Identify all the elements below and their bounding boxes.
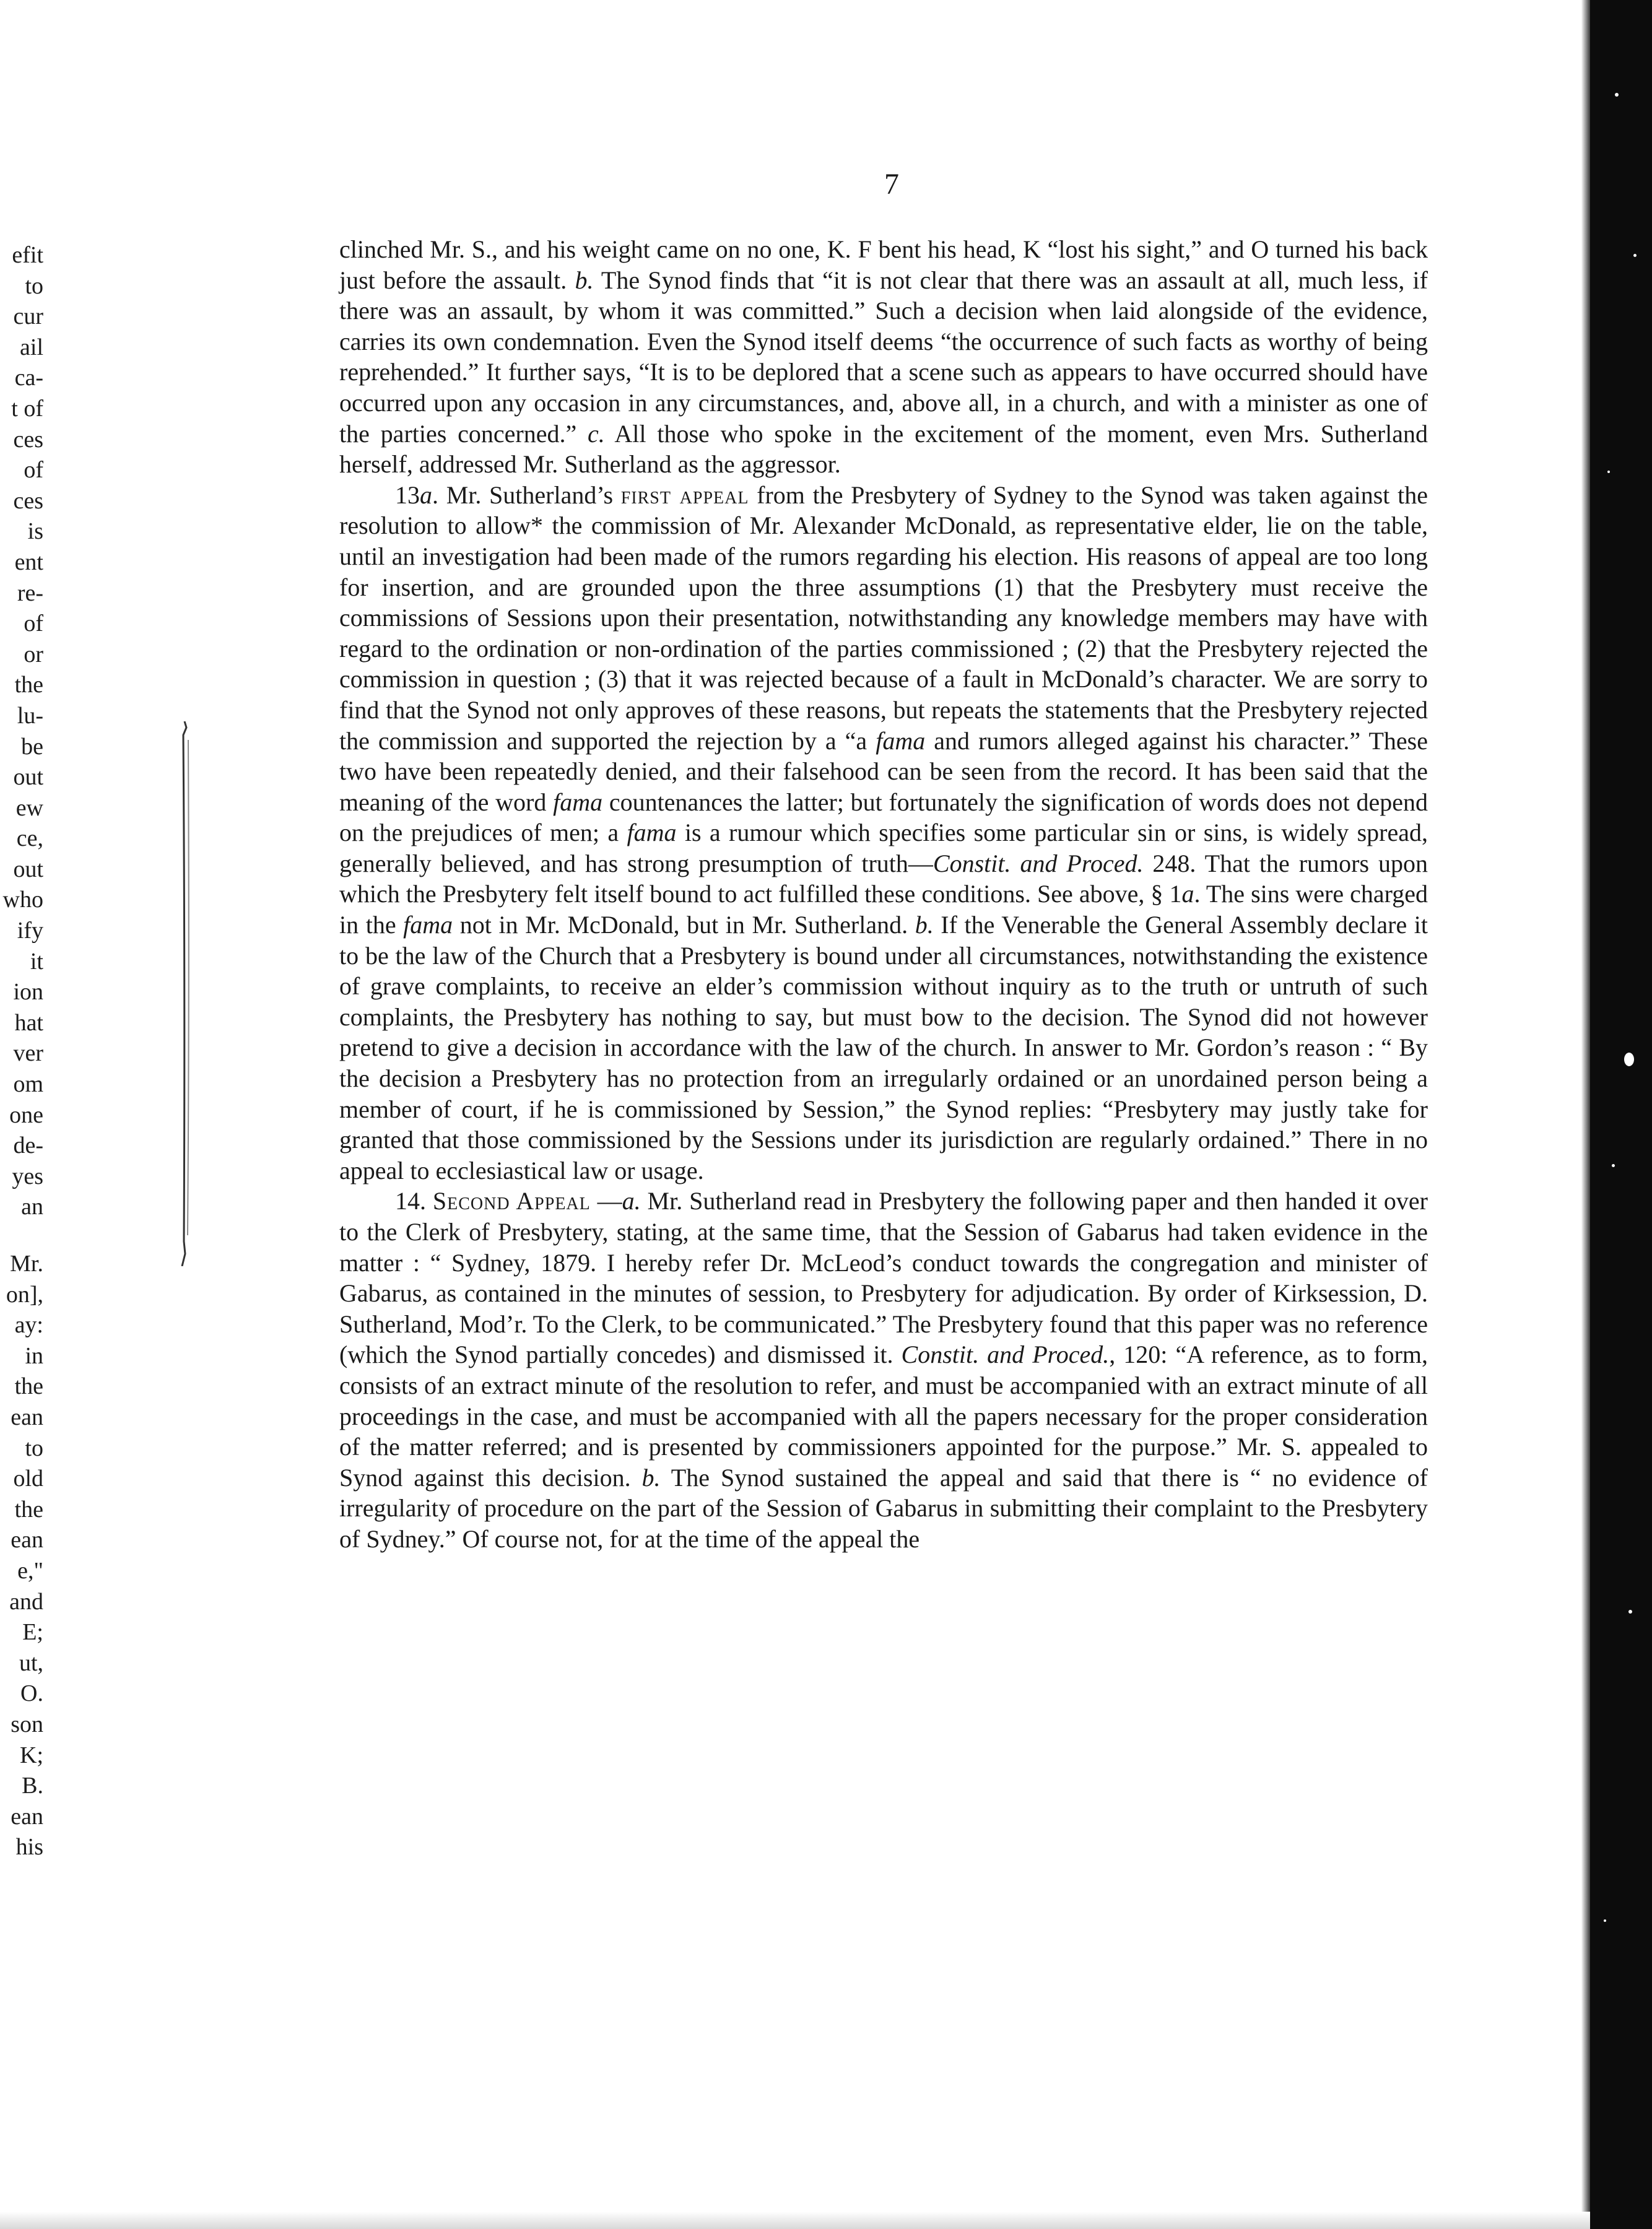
margin-fragment: ion [13,979,43,1006]
fragment-group-lower [0,1249,43,1863]
margin-fragment: it [30,948,43,975]
paragraph-13a [339,480,1428,1186]
scan-speck [1612,1164,1615,1167]
latin-term: fama [627,819,677,847]
text-run: . Mr. Sutherland’s [432,480,621,509]
latin-term: fama [403,911,453,939]
margin-fragment: t of [11,395,43,422]
margin-fragment: of [24,610,43,637]
fragment-gap [0,1223,43,1249]
margin-fragment: is [27,518,43,545]
text-run: The Synod finds that “it is not clear that there was an assault at all, much less, if there was an assault, by whom it was committed.” Such a decision when laid alongside of the evidence, carries its own condemnation. Even the Synod itself deems “the occurrence of such facts as worthy of being reprehended.” It further says, “It is to be deplored that a scene such as appears to have occurred should have occurred upon any occasion in any circumstances, and, above all, in a church, and with a minister as one of the parties concerned.” [339,266,1428,448]
citation: Constit. and Proced. [901,1340,1110,1369]
text-run: , 120: “A reference, as to form, consists of an extract minute of the resolution to refer, and must be accompanied with an extract minute of all proceedings in the case, and must be accompanied with all the papers necessary for the proper consideration of the matter referred; and is presented by commissioners appointed for the purpose.” Mr. S. appealed to Synod against this decision. [339,1340,1428,1492]
text-run: . The sins were charged in the [339,880,1428,939]
margin-fragment: K; [20,1742,43,1768]
text-run: Mr. Sutherland read in Presbytery the following paper and then handed it over to the Clerk of Presbytery, stating, at the same time, that the Session of Gabarus had taken evidence in the matter : “ Sydney, 1879. I hereby refer Dr. McLeod’s conduct towards the congregation and minister of Gabarus, as contained in the minutes of session, to Presbytery for adjudication. By order of Kirksession, D. Sutherland, Mod’r. To the Clerk, to be communicated.” The Presbytery found that this paper was no reference (which the Synod partially concedes) and dismissed it. [339,1187,1428,1369]
text-run: — [590,1187,622,1215]
text-run: and rumors alleged against his character.” These two have been repeatedly denied, and their falsehood can be seen from the record. It has been said that the meaning of the word [339,726,1428,816]
item-label: b. [915,911,934,939]
latin-term: fama [553,788,603,816]
margin-fragment: ean [11,1803,43,1830]
scan-speck [1615,93,1619,97]
margin-fragment: the [14,1496,43,1523]
margin-fragment: B. [22,1773,43,1799]
text-run: If the Venerable the General Assembly declare it to be the law of the Church that a Presbytery is bound under all circumstances, notwithstanding the existence of grave complaints, to receive an elder’s commission without inquiry as to the truth or untruth of such complaints, the Presbytery has nothing to say, but must bow to the decision. The Synod did not however pretend to give a decision in accordance with the law of the church. In answer to Mr. Gordon’s reason : “ By the decision a Presbytery has no protection from an irregularly ordained or an unordained person being a member of court, if he is commissioned by Session,” the Synod replies: “Presbytery may justly take for granted that those commissioned by the Sessions under its jurisdiction are regularly ordained.” There in no appeal to ecclesiastical law or usage. [339,911,1428,1184]
scan-speck [1607,471,1610,473]
text-run: All those who spoke in the excitement of the moment, even Mrs. Sutherland herself, addressed Mr. Sutherland as the aggressor. [339,419,1428,479]
latin-term: fama [876,726,926,755]
text-run: not in Mr. McDonald, but in Mr. Sutherland. [453,911,915,939]
margin-fragment: ean [11,1527,43,1553]
citation: Constit. and Proced. [933,849,1144,877]
margin-fragment: who [2,887,43,913]
scan-speck [1628,1610,1632,1614]
item-label: c. [588,419,605,448]
margin-fragment: yes [12,1163,43,1189]
margin-fragment: lu- [17,702,43,729]
margin-fragment: son [11,1711,43,1737]
section-heading-first-appeal: first appeal [620,480,749,509]
margin-fragment: ut, [19,1649,43,1676]
margin-fragment: e," [17,1557,43,1584]
scan-shadow-bottom [0,2212,1590,2229]
margin-fragment: old [13,1466,43,1492]
scan-speck [1624,1053,1634,1066]
text-run: countenances the latter; but fortunately the signification of words does not depend on the prejudices of men; a [339,788,1428,847]
margin-fragment: re- [17,580,43,606]
margin-fragment: cur [13,303,43,330]
margin-fragment: one [9,1101,43,1128]
margin-fragment: ce, [16,825,43,852]
margin-fragment: ay: [14,1312,43,1339]
margin-fragment: ify [17,918,43,944]
margin-fragment: E; [22,1619,43,1646]
text-run: clinched Mr. S., and his weight came on no one, K. F bent his head, K “lost his sight,” and O turned his back just before the assault. [339,235,1428,294]
section-heading-second-appeal: Second Appeal [432,1187,591,1215]
text-run: from the Presbytery of Sydney to the Synod was taken against the resolution to allow* the commission of Mr. Alexander McDonald, as representative elder, lie on the table, until an investigation had been made of the rumors regarding his election. His reasons of appeal are too long for insertion, and are grounded upon the three assumptions (1) that the Presbytery must receive the commissions of Sessions upon their presentation, notwithstanding any knowledge members may have with regard to the ordination or non-ordination of the parties commissioned ; (2) that the Presbytery rejected the commission in question ; (3) that it was rejected because of a fault in McDonald’s character. We are sorry to find that the Synod not only approves of these reasons, but repeats the statements that the Presbytery rejected the commission and supported the rejection by a “a [339,480,1428,755]
facing-page-fragments [0,240,43,1863]
margin-fragment: of [24,457,43,484]
margin-fragment: out [13,764,43,791]
margin-fragment: ces [13,426,43,453]
section-number: 13 [395,480,420,509]
margin-fragment: ca- [14,365,43,391]
margin-fragment: to [25,1435,43,1461]
page-number: 7 [884,168,899,201]
margin-fragment: om [13,1071,43,1098]
paragraph-continuation [339,234,1428,480]
margin-fragment: O. [20,1680,43,1707]
margin-fragment: in [25,1342,43,1369]
margin-fragment: Mr. [10,1251,43,1277]
scan-speck [1633,254,1637,257]
section-number: 14. [395,1187,433,1215]
text-run: 248. That the rumors upon which the Presbytery felt itself bound to act fulfilled these conditions. See above, § 1 [339,849,1428,908]
margin-fragment: and [9,1588,43,1615]
scan-speck [1604,1919,1606,1922]
margin-fragment: the [14,672,43,698]
paragraph-14 [339,1186,1428,1554]
fragment-group-upper [0,240,43,1223]
margin-fragment: ean [11,1404,43,1430]
text-run: The Synod sustained the appeal and said that there is “ no evidence of irregularity of procedure on the part of the Session of Gabarus in submitting their complaint to the Presbytery of Sydney.” Of course not, for at the time of the appeal the [339,1463,1428,1553]
margin-fragment: the [14,1373,43,1400]
margin-fragment: on], [6,1281,43,1308]
margin-fragment: ew [15,794,43,821]
margin-bracket-mark [176,721,193,1266]
margin-fragment: be [21,733,43,760]
text-run: is a rumour which specifies some particular sin or sins, is widely spread, generally believed, and has strong presumption of truth— [339,819,1428,877]
item-label: a. [622,1187,641,1215]
margin-fragment: ces [13,487,43,514]
margin-fragment: ail [20,334,43,360]
scan-border-right [1590,0,1652,2229]
margin-fragment: efit [12,242,43,268]
ref-letter: a [1181,880,1194,908]
margin-fragment: his [15,1834,43,1861]
item-label: b. [641,1463,661,1492]
margin-fragment: ver [13,1040,43,1067]
margin-fragment: out [13,856,43,882]
margin-fragment: de- [13,1132,43,1159]
section-letter: a [420,480,432,509]
margin-fragment: an [21,1194,43,1220]
margin-fragment: hat [14,1009,43,1036]
margin-fragment: to [25,272,43,299]
margin-fragment: or [24,641,43,667]
page-body [339,234,1428,1555]
margin-fragment: ent [14,549,43,575]
item-label: b. [575,266,594,294]
